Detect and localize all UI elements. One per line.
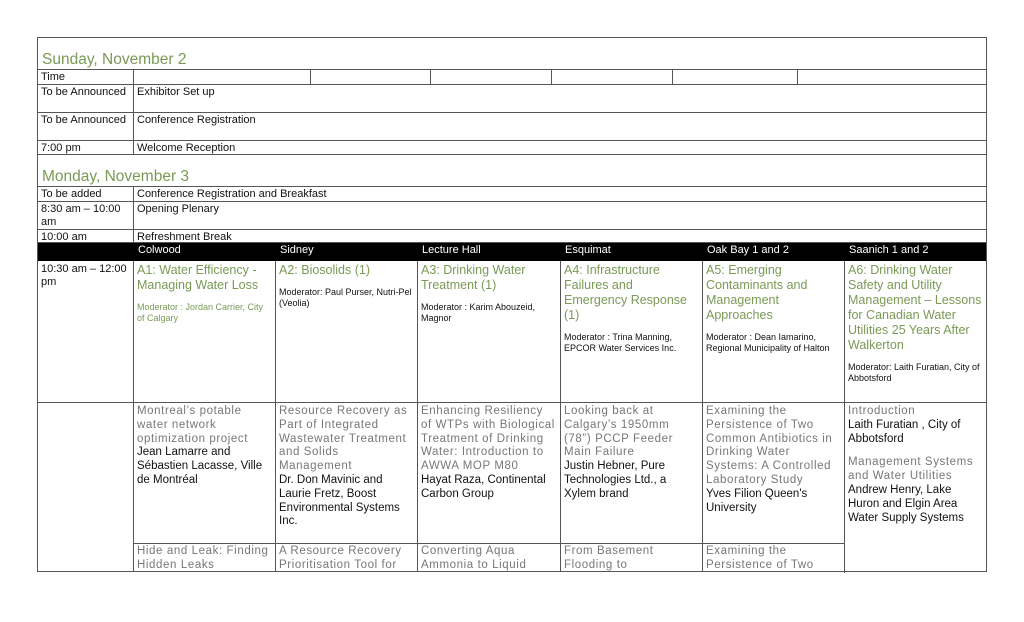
- session-a3: [417, 261, 560, 402]
- paper-title: Examining the Persistence of Two Common Antibiotics in Drinking Water Systems: A Controlled Laboratory Study: [706, 405, 833, 486]
- paper-cell: [417, 544, 560, 572]
- session-moderator: Moderator : Trina Manning, EPCOR Water Services Inc.: [564, 332, 677, 353]
- paper-title: Looking back at Calgary’s 1950mm (78”) PCCP Feeder Main Failure: [564, 405, 674, 459]
- row-event: Conference Registration and Breakfast: [133, 187, 986, 201]
- session-title: A1: Water Efficiency - Managing Water Loss: [137, 263, 259, 292]
- paper-title: Enhancing Resiliency of WTPs with Biological Treatment of Drinking Water: Introduction to AWWA MOP M80: [421, 405, 555, 473]
- schedule-row: [38, 202, 986, 230]
- time-header: Time: [41, 71, 66, 83]
- row-time: 7:00 pm: [41, 142, 81, 154]
- papers-row: [38, 544, 986, 572]
- session-title: A4: Infrastructure Failures and Emergency Response (1): [564, 263, 687, 322]
- paper-title: Examining the Persistence of Two: [706, 545, 814, 571]
- paper-cell: [133, 544, 275, 572]
- session-time: 10:30 am – 12:00 pm: [41, 263, 127, 288]
- paper-cell: [275, 544, 417, 572]
- schedule-table: [37, 37, 987, 572]
- paper-authors: Dr. Don Mavinic and Laurie Fretz, Boost Environmental Systems Inc.: [279, 473, 400, 528]
- paper-authors: Yves Filion Queen's University: [706, 487, 808, 514]
- session-row: [38, 261, 986, 403]
- session-title: A3: Drinking Water Treatment (1): [421, 263, 526, 292]
- session-a6: [844, 261, 988, 402]
- session-title: A2: Biosolids (1): [279, 263, 371, 277]
- row-time: 8:30 am – 10:00 am: [41, 203, 121, 228]
- schedule-row: [38, 85, 986, 113]
- paper-title: Resource Recovery as Part of Integrated Wastewater Treatment and Solids Management: [279, 405, 408, 473]
- schedule-row: [38, 141, 986, 155]
- row-time: To be Announced: [41, 114, 127, 126]
- room-saanich: Saanich 1 and 2: [849, 244, 929, 256]
- session-moderator: Moderator : Dean Iamarino, Regional Municipality of Halton: [706, 332, 830, 353]
- row-event: Welcome Reception: [133, 141, 986, 154]
- room-sidney: Sidney: [280, 244, 314, 256]
- paper-cell: [560, 403, 702, 544]
- paper-cell: [275, 403, 417, 544]
- row-event: Exhibitor Set up: [133, 85, 986, 112]
- session-title: A5: Emerging Contaminants and Management Approaches: [706, 263, 808, 322]
- sunday-heading: Sunday, November 2: [38, 51, 986, 70]
- row-event: Opening Plenary: [133, 202, 986, 229]
- room-colwood: Colwood: [138, 244, 181, 256]
- paper-authors: Hayat Raza, Continental Carbon Group: [421, 473, 546, 500]
- session-a5: [702, 261, 844, 402]
- paper-title: Introduction: [848, 405, 916, 417]
- paper-cell: [702, 544, 844, 572]
- session-moderator: Moderator : Karim Abouzeid, Magnor: [421, 302, 536, 323]
- session-title: A6: Drinking Water Safety and Utility Management – Lessons for Canadian Water Utilities 25 Years After Walkerton: [848, 263, 982, 352]
- paper-title: Hide and Leak: Finding Hidden Leaks: [137, 545, 269, 571]
- paper-cell: [702, 403, 844, 544]
- time-header-row: [38, 70, 986, 85]
- paper-authors: Jean Lamarre and Sébastien Lacasse, Ville de Montréal: [137, 446, 263, 486]
- paper-title: Montreal’s potable water network optimization project: [137, 405, 249, 445]
- paper-title: A Resource Recovery Prioritisation Tool for: [279, 545, 402, 571]
- paper-cell: [133, 403, 275, 544]
- paper-authors: Laith Furatian , City of Abbotsford: [848, 418, 961, 445]
- session-a2: [275, 261, 417, 402]
- session-moderator: Moderator : Jordan Carrier, City of Calgary: [137, 302, 264, 323]
- row-time: 10:00 am: [41, 231, 87, 242]
- paper-title: Management Systems and Water Utilities: [848, 456, 974, 483]
- session-moderator: Moderator: Laith Furatian, City of Abbotsford: [848, 362, 980, 383]
- room-header-row: [38, 243, 986, 261]
- paper-authors: Andrew Henry, Lake Huron and Elgin Area Water Supply Systems: [848, 483, 964, 524]
- paper-cell: [560, 544, 702, 572]
- room-oak-bay: Oak Bay 1 and 2: [707, 244, 789, 256]
- paper-authors: Justin Hebner, Pure Technologies Ltd., a Xylem brand: [564, 460, 667, 500]
- paper-cell: [417, 403, 560, 544]
- row-time: To be added: [41, 188, 102, 200]
- row-time: To be Announced: [41, 86, 127, 98]
- paper-title: From Basement Flooding to: [564, 545, 654, 571]
- monday-heading: Monday, November 3: [38, 155, 986, 187]
- session-a1: [133, 261, 275, 402]
- room-esquimat: Esquimat: [565, 244, 611, 256]
- row-event: Conference Registration: [133, 113, 986, 140]
- session-moderator: Moderator: Paul Purser, Nutri-Pel (Veolia): [279, 287, 412, 308]
- schedule-row: [38, 113, 986, 141]
- schedule-row: [38, 187, 986, 202]
- session-a4: [560, 261, 702, 402]
- schedule-row: [38, 230, 986, 243]
- paper-title: Converting Aqua Ammonia to Liquid: [421, 545, 527, 571]
- room-lecture-hall: Lecture Hall: [422, 244, 481, 256]
- row-event: Refreshment Break: [133, 230, 986, 242]
